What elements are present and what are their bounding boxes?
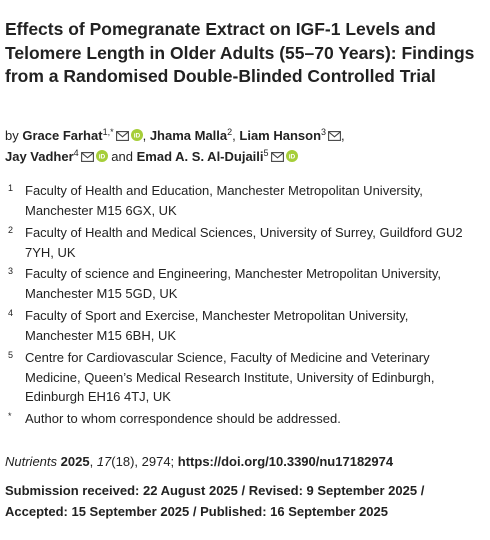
journal-name: Nutrients: [5, 454, 58, 469]
publication-dates: [5, 481, 485, 522]
and-label: and: [111, 148, 133, 164]
affiliation-number: 3: [8, 266, 14, 276]
affiliation-text: Faculty of Sport and Exercise, Manchester Metropolitan University, Manchester M15 6BH, UK: [25, 308, 409, 343]
author-sup: 2: [227, 127, 233, 137]
affiliation-2: [8, 223, 478, 262]
author-name[interactable]: Grace Farhat: [22, 128, 103, 143]
dates-line-1: Submission received: 22 August 2025 / Revised: 9 September 2025 /: [5, 483, 425, 498]
affiliation-number: *: [8, 411, 12, 421]
affiliation-number: 5: [8, 350, 14, 360]
author-name[interactable]: Emad A. S. Al-Dujaili: [136, 148, 264, 164]
orcid-icon[interactable]: [131, 127, 143, 147]
orcid-icon[interactable]: [96, 148, 108, 168]
affiliation-number: 2: [8, 225, 14, 235]
citation-year: 2025: [60, 454, 90, 469]
author-sup: 5: [263, 147, 269, 158]
correspondence-note: [8, 409, 478, 429]
author-sup: 3: [321, 127, 327, 137]
svg-text:iD: iD: [98, 153, 105, 161]
affiliation-1: [8, 181, 478, 220]
affiliation-text: Faculty of Health and Education, Manchester Metropolitan University, Manchester M15 6GX, UK: [25, 183, 423, 218]
author-list: by Grace Farhat$^{1,*}$ iD , Jhama Malla$^2$, Liam Hanson$^3$ , Jay Vadher$^4$ iD and Emad A. S. Al-Dujaili$^5$ iD: [5, 126, 485, 167]
dates-line-2: Accepted: 15 September 2025 / Published: 16 September 2025: [5, 503, 388, 519]
email-icon[interactable]: [271, 148, 284, 168]
by-label: by: [5, 128, 19, 143]
doi-link[interactable]: https://doi.org/10.3390/nu17182974: [177, 454, 394, 469]
citation-issue: (18), 2974;: [111, 454, 175, 469]
author-sup: 4: [73, 147, 79, 158]
author-name[interactable]: Jhama Malla: [149, 128, 228, 143]
author-name[interactable]: Liam Hanson: [239, 128, 322, 143]
affiliation-4: [8, 306, 478, 345]
svg-text:iD: iD: [288, 153, 295, 161]
citation-volume: 17: [96, 454, 112, 469]
affiliation-5: [8, 348, 478, 407]
author-name[interactable]: Jay Vadher: [5, 148, 74, 164]
svg-text:iD: iD: [133, 132, 140, 140]
affiliation-text: Faculty of science and Engineering, Manchester Metropolitan University, Manchester M15 5GD, UK: [25, 266, 441, 301]
article-title: Effects of Pomegranate Extract on IGF-1 Levels and Telomere Length in Older Adults (55–70 Years): Findings from a Randomised Double-Blinded Controlled Trial: [5, 19, 475, 86]
email-icon[interactable]: [116, 127, 129, 147]
affiliation-number: 1: [8, 183, 14, 193]
affiliation-text: Centre for Cardiovascular Science, Faculty of Medicine and Veterinary Medicine, Queen’s Medical Research Institute, University of Edinburgh, Edinburgh EH16 4TJ, UK: [25, 350, 435, 404]
affiliation-number: 4: [8, 308, 14, 318]
affiliation-text: Author to whom correspondence should be addressed.: [25, 411, 341, 426]
citation: Nutrients 2025, 17(18), 2974; https://doi.org/10.3390/nu17182974: [5, 454, 394, 469]
email-icon[interactable]: [328, 127, 341, 147]
orcid-icon[interactable]: [286, 148, 298, 168]
email-icon[interactable]: [81, 148, 94, 168]
affiliation-3: [8, 264, 478, 303]
author-sup: 1,*: [102, 127, 114, 137]
affiliation-text: Faculty of Health and Medical Sciences, University of Surrey, Guildford GU2 7YH, UK: [25, 225, 463, 260]
